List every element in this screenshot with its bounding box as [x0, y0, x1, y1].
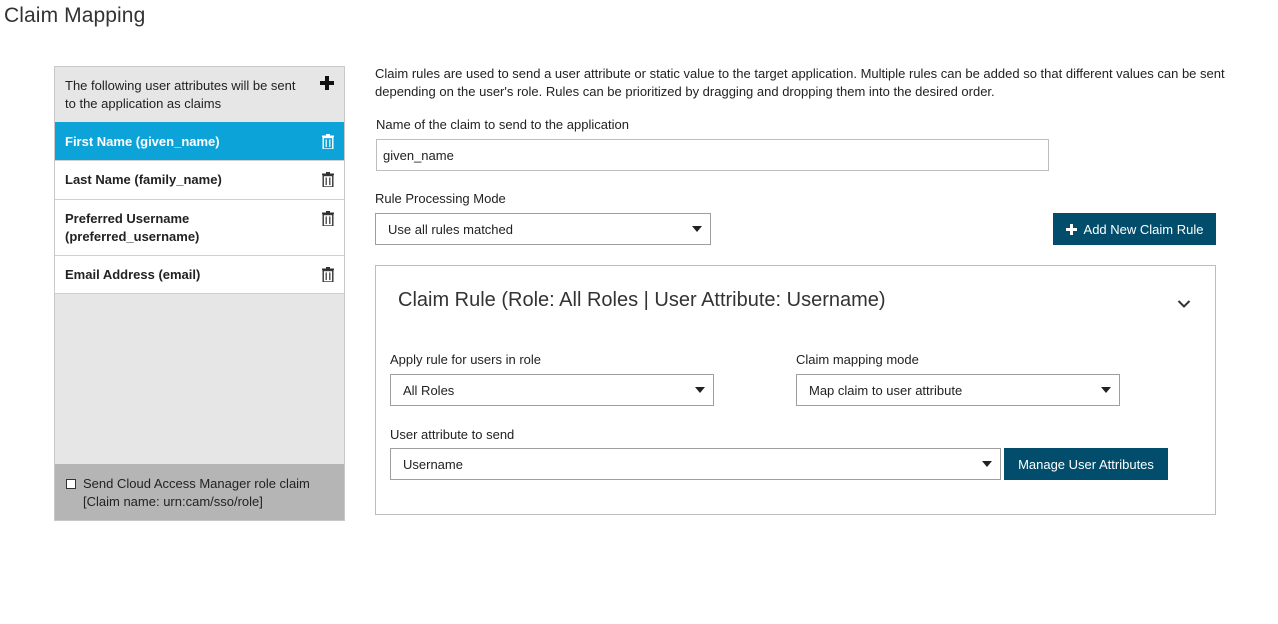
trash-icon[interactable] — [322, 134, 334, 149]
user-attribute-select[interactable] — [390, 448, 1001, 480]
trash-icon[interactable] — [322, 172, 334, 187]
claim-item-label: First Name (given_name) — [65, 133, 220, 149]
mapping-mode-select[interactable] — [796, 374, 1120, 406]
claims-list-header — [55, 67, 344, 122]
mapping-mode-value: Map claim to user attribute — [809, 382, 963, 398]
processing-mode-select[interactable] — [375, 213, 711, 245]
add-claim-rule-button[interactable] — [1053, 213, 1216, 245]
processing-mode-label: Rule Processing Mode — [375, 191, 506, 206]
role-claim-footer — [55, 464, 344, 520]
role-claim-checkbox[interactable] — [66, 479, 76, 489]
claim-item-label: Email Address (email) — [65, 266, 201, 282]
claim-item-label: Last Name (family_name) — [65, 172, 222, 187]
claim-rule-title: Claim Rule (Role: All Roles | User Attribute: Username) — [398, 289, 886, 311]
chevron-down-icon — [1101, 387, 1111, 393]
role-claim-label — [83, 475, 310, 520]
processing-mode-value: Use all rules matched — [388, 221, 513, 237]
add-claim-icon[interactable] — [320, 76, 334, 90]
chevron-down-icon[interactable] — [1177, 296, 1191, 306]
claims-list — [55, 122, 344, 294]
manage-user-attributes-label: Manage User Attributes — [1018, 456, 1154, 472]
user-attribute-label: User attribute to send — [390, 427, 515, 442]
manage-user-attributes-button[interactable] — [1004, 448, 1168, 480]
claim-item-family-name[interactable] — [55, 160, 344, 199]
add-claim-rule-label: Add New Claim Rule — [1083, 221, 1204, 237]
role-select[interactable] — [390, 374, 714, 406]
trash-icon[interactable] — [322, 267, 334, 282]
page-title: Claim Mapping — [4, 4, 146, 27]
role-claim-label-line1: Send Cloud Access Manager role claim — [83, 476, 310, 491]
claim-item-email[interactable] — [55, 255, 344, 293]
claim-name-label: Name of the claim to send to the application — [376, 117, 629, 132]
role-label: Apply rule for users in role — [390, 352, 542, 367]
claim-name-input[interactable] — [376, 139, 1049, 171]
claims-list-header-text: The following user attributes will be sent to the application as claims — [65, 78, 296, 111]
plus-icon — [1066, 224, 1077, 235]
trash-icon[interactable] — [322, 211, 334, 226]
claim-item-label: Preferred Username (preferred_username) — [65, 210, 200, 244]
claim-item-preferred-username[interactable] — [55, 199, 344, 255]
mapping-mode-label: Claim mapping mode — [796, 352, 919, 367]
role-value: All Roles — [403, 382, 455, 398]
claims-list-panel — [54, 66, 345, 521]
chevron-down-icon — [695, 387, 705, 393]
user-attribute-value: Username — [403, 456, 463, 472]
claim-rules-description: Claim rules are used to send a user attribute or static value to the target application. Multiple rules can be added so that different values can be sent depending on the user's role. Rules can be prioritized by dragging and dropping them into the desired order. — [375, 66, 1225, 99]
claim-item-given-name[interactable] — [55, 122, 344, 160]
role-claim-label-line2: [Claim name: urn:cam/sso/role] — [83, 494, 263, 509]
chevron-down-icon — [982, 461, 992, 467]
chevron-down-icon — [692, 226, 702, 232]
